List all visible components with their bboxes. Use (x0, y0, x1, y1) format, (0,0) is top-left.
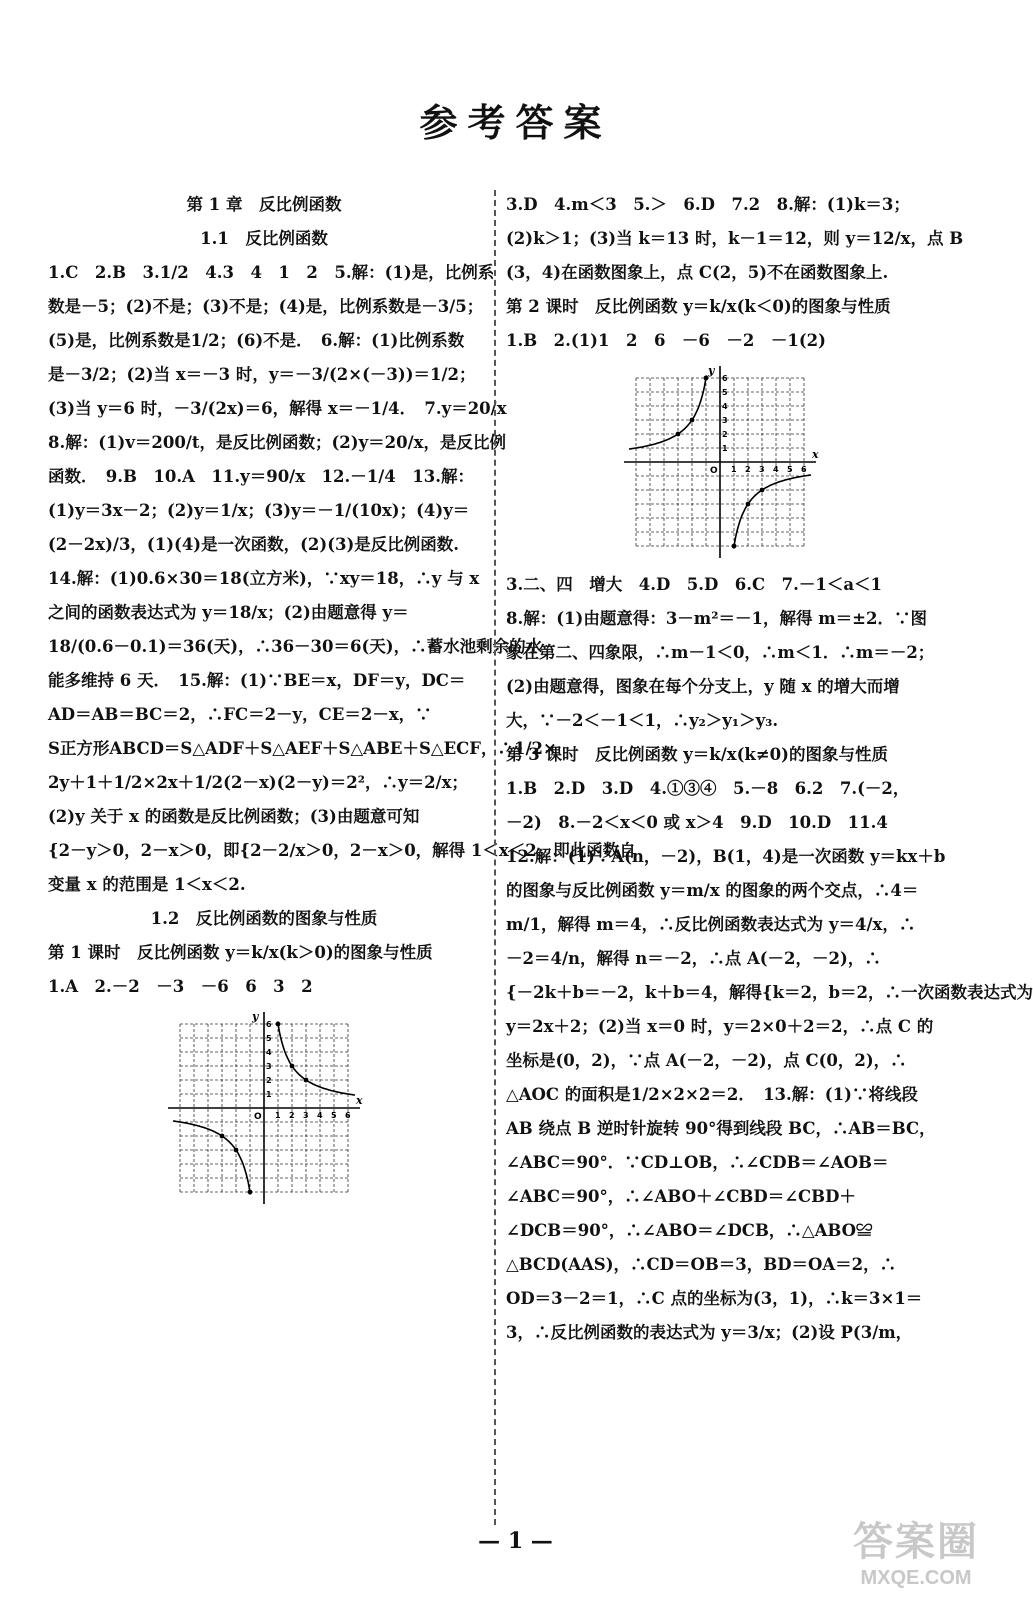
y-tick-label: 3 (266, 1062, 272, 1071)
curve-point (234, 1148, 239, 1153)
curve-point (732, 544, 737, 549)
x-tick-label: 1 (731, 465, 737, 474)
x-tick-label: 3 (759, 465, 765, 474)
answer-line: 12.解：(1)∵A(n，－2)，B(1，4)是一次函数 y＝kx＋b (506, 847, 946, 866)
answer-line: 1.B 2.D 3.D 4.①③④ 5.－8 6.2 7.(－2， (506, 779, 910, 798)
y-tick-label: 5 (722, 388, 728, 397)
answer-line: OD＝3－2＝1，∴C 点的坐标为(3，1)，∴k＝3×1＝ (506, 1289, 923, 1308)
answer-line: △AOC 的面积是1/2×2×2＝2． 13.解：(1)∵将线段 (506, 1085, 918, 1104)
answer-line: (2)由题意得，图象在每个分支上，y 随 x 的增大而增 (506, 677, 900, 696)
curve-point (248, 1190, 253, 1195)
graph-2-svg (620, 362, 820, 562)
answer-line: 3，∴反比例函数的表达式为 y＝3/x；(2)设 P(3/m， (506, 1323, 913, 1342)
answer-line: 坐标是(0，2)，∵点 A(－2，－2)，点 C(0，2)，∴ (506, 1051, 907, 1070)
x-tick-label: 3 (303, 1111, 309, 1120)
answer-line: AD＝AB＝BC＝2，∴FC＝2－y，CE＝2－x，∵ (48, 705, 432, 724)
answer-line: －2＝4/n，解得 n＝－2，∴点 A(－2，－2)，∴ (506, 949, 881, 968)
section-heading: 1.1 反比例函数 (200, 229, 328, 248)
y-axis-label: y (708, 364, 715, 377)
answer-line: {2－y＞0，2－x＞0，即{2－2/x＞0，2－x＞0，解得 1＜x＜2，即此函数自 (48, 841, 636, 860)
section-heading: 第 1 章 反比例函数 (186, 195, 342, 214)
lesson-heading: 第 2 课时 反比例函数 y＝k/x(k＜0)的图象与性质 (506, 297, 891, 316)
answer-line: 8.解：(1)由题意得：3－m²＝－1，解得 m＝±2．∵图 (506, 609, 927, 628)
left-column (48, 188, 636, 1214)
origin-label: O (710, 466, 718, 476)
curve-point (220, 1134, 225, 1139)
graph-k-negative (506, 362, 934, 562)
y-tick-label: 3 (722, 416, 728, 425)
hyperbola-branch-1 (734, 475, 811, 549)
watermark-logo: 答案圈 (853, 1520, 979, 1564)
hyperbola-branch-2 (173, 1121, 250, 1195)
answer-line: 变量 x 的范围是 1＜x＜2. (48, 875, 246, 894)
answer-line: (2)k＞1；(3)当 k＝13 时，k－1＝12，则 y＝12/x，点 B (506, 229, 964, 248)
y-tick-label: 6 (722, 374, 728, 383)
curve-point (304, 1078, 309, 1083)
answer-line: 14.解：(1)0.6×30＝18(立方米)，∵xy＝18，∴y 与 x (48, 569, 480, 588)
answer-line: 1.B 2.(1)1 2 6 －6 －2 －1(2) (506, 331, 826, 350)
answer-line: 3.D 4.m＜3 5.＞ 6.D 7.2 8.解：(1)k＝3； (506, 195, 910, 214)
lesson-heading: 第 3 课时 反比例函数 y＝k/x(k≠0)的图象与性质 (506, 745, 888, 764)
curve-point (290, 1064, 295, 1069)
y-tick-label: 1 (266, 1090, 272, 1099)
answer-line: ∠ABC＝90°．∵CD⊥OB，∴∠CDB＝∠AOB＝ (506, 1153, 889, 1172)
section-heading: 1.2 反比例函数的图象与性质 (150, 909, 378, 928)
x-axis-label: x (356, 1094, 363, 1107)
answer-line: S正方形ABCD＝S△ADF＋S△AEF＋S△ABE＋S△ECF，∴1/2× (48, 739, 557, 758)
answer-line: 能多维持 6 天． 15.解：(1)∵BE＝x，DF＝y，DC＝ (48, 671, 466, 690)
x-tick-label: 1 (275, 1111, 281, 1120)
answer-line: 1.C 2.B 3.1/2 4.3 4 1 2 5.解：(1)是，比例系 (48, 263, 495, 282)
answer-line: 3.二、四 增大 4.D 5.D 6.C 7.－1＜a＜1 (506, 575, 883, 594)
answer-line: (5)是，比例系数是1/2；(6)不是． 6.解：(1)比例系数 (48, 331, 465, 350)
answer-line: 大，∵－2＜－1＜1，∴y₂＞y₁＞y₃. (506, 711, 779, 730)
answer-line: －2) 8.－2＜x＜0 或 x＞4 9.D 10.D 11.4 (506, 813, 888, 832)
curve-point (746, 502, 751, 507)
page-number: — 1 — (478, 1528, 553, 1554)
answer-line: AB 绕点 B 逆时针旋转 90°得到线段 BC，∴AB＝BC， (506, 1119, 936, 1138)
x-tick-label: 6 (801, 465, 807, 474)
answer-line: {－2k＋b＝－2，k＋b＝4，解得{k＝2，b＝2，∴一次函数表达式为 (506, 983, 1033, 1002)
origin-label: O (254, 1112, 262, 1122)
x-tick-label: 5 (331, 1111, 337, 1120)
y-tick-label: 2 (266, 1076, 272, 1085)
x-tick-label: 2 (289, 1111, 295, 1120)
answer-line: 函数． 9.B 10.A 11.y＝90/x 12.－1/4 13.解： (48, 467, 474, 486)
answer-line: 数是－5；(2)不是；(3)不是；(4)是，比例系数是－3/5； (48, 297, 484, 316)
y-tick-label: 4 (266, 1048, 272, 1057)
right-text-block-top (506, 188, 964, 358)
y-tick-label: 1 (722, 444, 728, 453)
answer-line: (1)y＝3x－2；(2)y＝1/x；(3)y＝－1/(10x)；(4)y＝ (48, 501, 470, 520)
answer-line: 1.A 2.－2 －3 －6 6 3 2 (48, 977, 313, 996)
answer-line: 18/(0.6－0.1)＝36(天)，∴36－30＝6(天)，∴蓄水池剩余的水 (48, 637, 543, 656)
x-tick-label: 6 (345, 1111, 351, 1120)
answer-line: 8.解：(1)v＝200/t，是反比例函数；(2)y＝20/x，是反比例 (48, 433, 507, 452)
answer-line: ∠ABC＝90°，∴∠ABO＋∠CBD＝∠CBD＋ (506, 1187, 856, 1206)
x-tick-label: 2 (745, 465, 751, 474)
curve-point (690, 418, 695, 423)
hyperbola-branch-1 (278, 1021, 355, 1095)
x-axis-label: x (812, 448, 819, 461)
answer-line: (3)当 y＝6 时，－3/(2x)＝6，解得 x＝－1/4． 7.y＝20/x (48, 399, 507, 418)
hyperbola-branch-2 (629, 375, 706, 449)
graph-k-positive (48, 1008, 480, 1208)
answer-line: 是－3/2；(2)当 x＝－3 时，y＝－3/(2×(－3))＝1/2； (48, 365, 476, 384)
answer-line: 之间的函数表达式为 y＝18/x；(2)由题意得 y＝ (48, 603, 409, 622)
answer-line: (2－2x)/3，(1)(4)是一次函数，(2)(3)是反比例函数. (48, 535, 460, 554)
x-tick-label: 5 (787, 465, 793, 474)
answer-line: y＝2x＋2；(2)当 x＝0 时，y＝2×0＋2＝2，∴点 C 的 (506, 1017, 934, 1036)
left-text-block (48, 188, 636, 1004)
curve-point (676, 432, 681, 437)
answer-line: ∠DCB＝90°，∴∠ABO＝∠DCB，∴△ABO≌ (506, 1221, 873, 1240)
answer-line: 2y＋1＋1/2×2x＋1/2(2－x)(2－y)＝2²，∴y＝2/x； (48, 773, 468, 792)
answer-line: △BCD(AAS)，∴CD＝OB＝3，BD＝OA＝2，∴ (506, 1255, 897, 1274)
answer-line: 象在第二、四象限，∴m－1＜0，∴m＜1．∴m＝－2； (506, 643, 935, 662)
y-axis-label: y (252, 1010, 259, 1023)
curve-point (760, 488, 765, 493)
y-tick-label: 5 (266, 1034, 272, 1043)
answer-line: (3，4)在函数图象上，点 C(2，5)不在函数图象上. (506, 263, 889, 282)
right-text-block-bottom (506, 568, 1033, 1350)
answer-line: 的图象与反比例函数 y＝m/x 的图象的两个交点，∴4＝ (506, 881, 919, 900)
watermark (841, 1510, 991, 1590)
watermark-url: MXQE.COM (860, 1567, 972, 1589)
graph-1-svg (164, 1008, 364, 1208)
right-column (506, 188, 1033, 1350)
x-tick-label: 4 (317, 1111, 323, 1120)
lesson-heading: 第 1 课时 反比例函数 y＝k/x(k＞0)的图象与性质 (48, 943, 433, 962)
answer-line: m/1，解得 m＝4，∴反比例函数表达式为 y＝4/x，∴ (506, 915, 916, 934)
page-title: 参考答案 (419, 100, 612, 145)
x-tick-label: 4 (773, 465, 779, 474)
curve-point (276, 1022, 281, 1027)
curve-point (704, 376, 709, 381)
y-tick-label: 2 (722, 430, 728, 439)
answer-line: (2)y 关于 x 的函数是反比例函数；(3)由题意可知 (48, 807, 420, 826)
y-tick-label: 4 (722, 402, 728, 411)
y-tick-label: 6 (266, 1020, 272, 1029)
column-divider (494, 190, 496, 1525)
